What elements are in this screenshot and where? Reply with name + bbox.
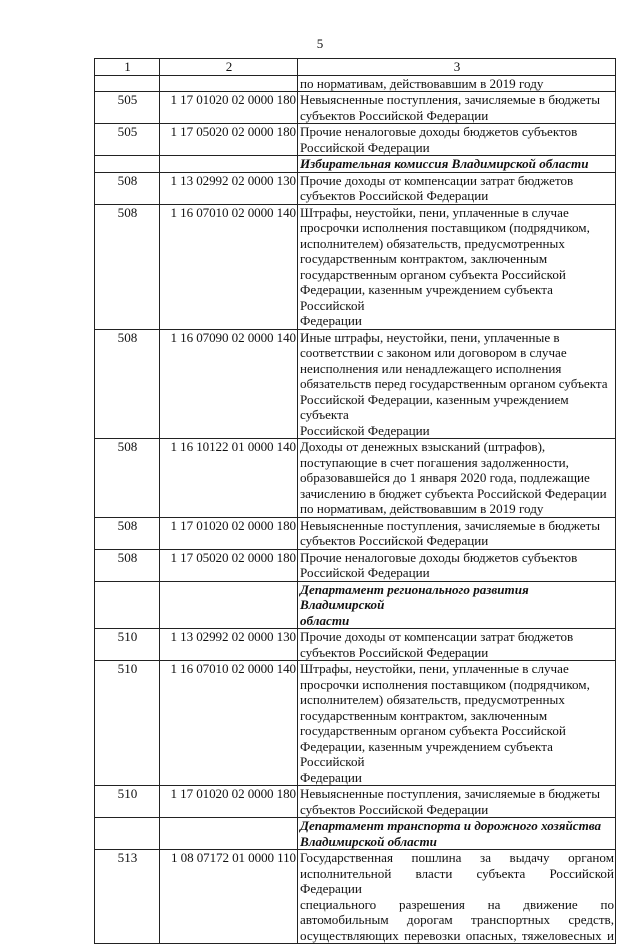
page-number: 5 — [316, 36, 324, 51]
income-name-line: Иные штрафы, неустойки, пени, уплаченные в — [300, 329, 560, 345]
admin-code-cell — [95, 75, 160, 92]
income-code-cell: 1 08 07172 01 0000 110 — [160, 850, 298, 944]
section-title-line: Владимирской области — [300, 833, 437, 849]
empty-cell — [160, 581, 298, 629]
admin-code-cell: 510 — [95, 629, 160, 661]
admin-code-cell: 508 — [95, 172, 160, 204]
income-code-cell: 1 17 01020 02 0000 180 — [160, 517, 298, 549]
income-name-line: специального разрешения на движение по — [300, 896, 614, 912]
income-name-line: осуществляющих перевозки опасных, тяжеловесных и — [300, 927, 614, 943]
admin-code-cell: 508 — [95, 517, 160, 549]
income-name-line: Невыясненные поступления, зачисляемые в бюджеты — [300, 517, 601, 533]
income-name-line: исполнителем) обязательств, предусмотренных — [300, 235, 565, 251]
income-name-cell — [298, 329, 616, 439]
table-row — [95, 75, 616, 92]
table-row — [95, 629, 616, 661]
income-code-cell: 1 17 05020 02 0000 180 — [160, 549, 298, 581]
income-name-cell — [298, 439, 616, 518]
section-row — [95, 581, 616, 629]
income-name-line: просрочки исполнения поставщиком (подрядчиком, — [300, 676, 590, 692]
header-col-3: 3 — [298, 59, 616, 76]
income-name-line: Доходы от денежных взысканий (штрафов), — [300, 439, 546, 454]
income-name-line: Российской Федерации — [300, 139, 430, 155]
income-code-cell — [160, 75, 298, 92]
income-code-cell: 1 16 07010 02 0000 140 — [160, 204, 298, 329]
table-header-row — [95, 59, 616, 76]
income-name-cell — [298, 172, 616, 204]
income-name-cell — [298, 204, 616, 329]
income-code-cell: 1 17 05020 02 0000 180 — [160, 124, 298, 156]
income-name-line: Российской Федерации — [300, 422, 430, 438]
income-name-line: просрочки исполнения поставщиком (подрядчиком, — [300, 220, 590, 235]
income-name-line: исполнительной власти субъекта Российской Федерации — [300, 865, 614, 896]
income-code-cell: 1 13 02992 02 0000 130 — [160, 629, 298, 661]
income-name-line: государственным контрактом, заключенным — [300, 251, 548, 266]
header-col-2: 2 — [160, 59, 298, 76]
admin-code-cell: 513 — [95, 850, 160, 944]
income-name-line: соответствии с законом или договором в случае — [300, 345, 567, 360]
table-row — [95, 786, 616, 818]
income-name-cell — [298, 92, 616, 124]
income-name-cell — [298, 850, 616, 944]
section-row — [95, 156, 616, 173]
income-code-cell: 1 17 01020 02 0000 180 — [160, 786, 298, 818]
section-title-line: Департамент транспорта и дорожного хозяйства — [300, 818, 602, 833]
income-code-cell: 1 16 07090 02 0000 140 — [160, 329, 298, 439]
income-name-line: Федерации, казенным учреждением субъекта Российской — [300, 282, 553, 313]
income-name-cell — [298, 786, 616, 818]
empty-cell — [95, 581, 160, 629]
admin-code-cell: 508 — [95, 549, 160, 581]
section-title — [298, 156, 616, 173]
table-row — [95, 517, 616, 549]
section-title-line: Департамент регионального развития Владимирской — [300, 581, 529, 612]
income-name-line: Штрафы, неустойки, пени, уплаченные в случае — [300, 661, 569, 676]
section-title — [298, 818, 616, 850]
income-name-line: неисполнения или ненадлежащего исполнения — [300, 360, 562, 376]
income-name-line: зачислению в бюджет субъекта Российской Федерации — [300, 485, 607, 501]
income-name-line: Штрафы, неустойки, пени, уплаченные в случае — [300, 204, 569, 220]
table-row — [95, 661, 616, 786]
table-row — [95, 850, 616, 944]
table-row — [95, 124, 616, 156]
income-name-line: субъектов Российской Федерации — [300, 188, 489, 203]
income-name-line: образовавшейся до 1 января 2020 года, подлежащие — [300, 470, 590, 485]
income-code-cell: 1 16 10122 01 0000 140 — [160, 439, 298, 518]
income-name-cell — [298, 549, 616, 581]
section-title-line: области — [300, 612, 350, 628]
income-name-line: Невыясненные поступления, зачисляемые в бюджеты — [300, 92, 601, 107]
income-name-line: поступающие в счет погашения задолженности, — [300, 454, 569, 470]
empty-cell — [95, 156, 160, 173]
income-name-line: субъектов Российской Федерации — [300, 644, 489, 660]
income-name-line: Прочие неналоговые доходы бюджетов субъектов — [300, 124, 578, 139]
income-name-line: Невыясненные поступления, зачисляемые в бюджеты — [300, 786, 601, 801]
income-name-line: автомобильным дорогам транспортных средств, — [300, 912, 614, 927]
income-name-line: Федерации — [300, 313, 362, 328]
empty-cell — [160, 156, 298, 173]
table-row — [95, 329, 616, 439]
admin-code-cell: 505 — [95, 124, 160, 156]
income-name-line: субъектов Российской Федерации — [300, 107, 489, 123]
table-row — [95, 92, 616, 124]
table-row — [95, 439, 616, 518]
income-name-line: Российской Федерации, казенным учреждением субъекта — [300, 391, 569, 422]
admin-code-cell: 510 — [95, 661, 160, 786]
income-name-cell — [298, 661, 616, 786]
income-code-cell: 1 16 07010 02 0000 140 — [160, 661, 298, 786]
section-title — [298, 581, 616, 629]
income-name-line: Прочие доходы от компенсации затрат бюджетов — [300, 172, 574, 188]
table-row — [95, 549, 616, 581]
table-row — [95, 172, 616, 204]
income-name-cell — [298, 629, 616, 661]
income-name-line: Федерации, казенным учреждением субъекта Российской — [300, 738, 553, 769]
header-col-1: 1 — [95, 59, 160, 76]
income-name-line: исполнителем) обязательств, предусмотренных — [300, 692, 565, 707]
admin-code-cell: 510 — [95, 786, 160, 818]
admin-code-cell: 508 — [95, 329, 160, 439]
income-name-line: субъектов Российской Федерации — [300, 533, 489, 548]
income-name-cell — [298, 124, 616, 156]
empty-cell — [160, 818, 298, 850]
income-name-line: Государственная пошлина за выдачу органом — [300, 850, 614, 865]
income-name-line: по нормативам, действовавшим в 2019 году — [300, 501, 544, 516]
admin-code-cell: 505 — [95, 92, 160, 124]
budget-codes-table — [94, 58, 616, 944]
income-code-cell: 1 13 02992 02 0000 130 — [160, 172, 298, 204]
income-name-line: Российской Федерации — [300, 565, 430, 580]
section-title-line: Избирательная комиссия Владимирской области — [300, 156, 589, 171]
income-name-cell — [298, 75, 616, 92]
income-name-line: Прочие доходы от компенсации затрат бюджетов — [300, 629, 574, 644]
section-row — [95, 818, 616, 850]
admin-code-cell: 508 — [95, 439, 160, 518]
income-name-line: государственным органом субъекта Российской — [300, 723, 566, 738]
income-name-line: субъектов Российской Федерации — [300, 801, 489, 817]
table-row — [95, 204, 616, 329]
income-code-cell: 1 17 01020 02 0000 180 — [160, 92, 298, 124]
admin-code-cell: 508 — [95, 204, 160, 329]
income-name-line: государственным контрактом, заключенным — [300, 707, 548, 723]
income-name-line: Федерации — [300, 769, 362, 785]
income-name-line: обязательств перед государственным органом субъекта — [300, 376, 608, 391]
empty-cell — [95, 818, 160, 850]
income-name-line: по нормативам, действовавшим в 2019 году — [300, 75, 544, 91]
income-name-line: Прочие неналоговые доходы бюджетов субъектов — [300, 549, 578, 565]
income-name-cell — [298, 517, 616, 549]
income-name-line: государственным органом субъекта Российской — [300, 266, 566, 282]
